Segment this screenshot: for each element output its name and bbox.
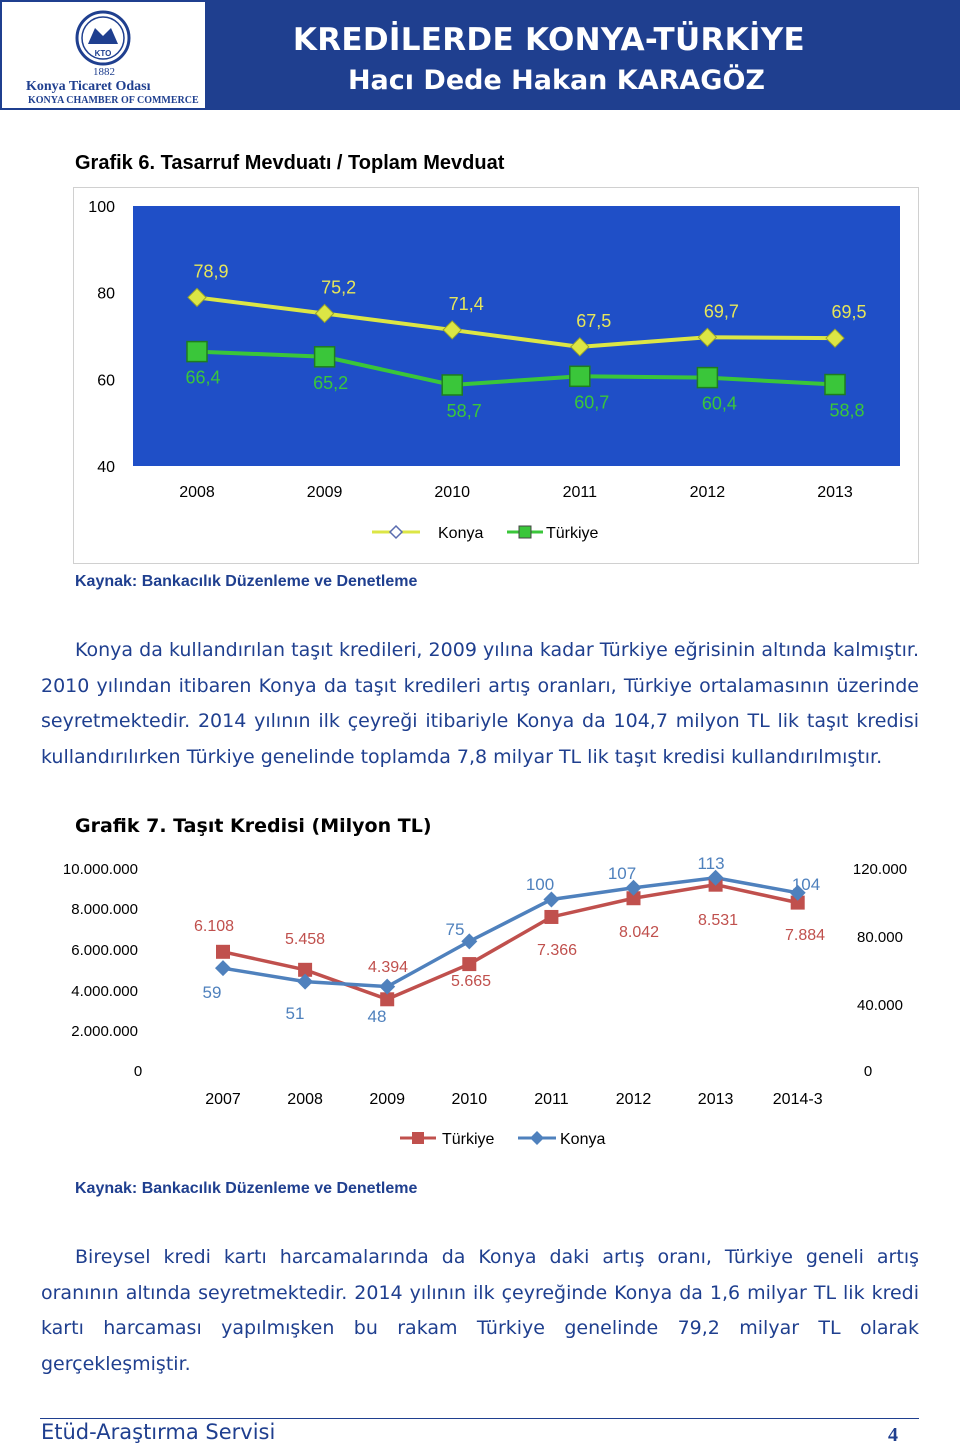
x-tick-label: 2009 xyxy=(306,484,343,501)
y-right-tick-label: 80.000 xyxy=(857,929,903,946)
svg-text:KTO: KTO xyxy=(94,49,112,58)
turkiye-data-label: 5.458 xyxy=(284,931,326,948)
footer-department: Etüd-Araştırma Servisi xyxy=(41,1420,276,1444)
konya-data-label: 107 xyxy=(607,864,637,883)
logo xyxy=(0,0,207,110)
y-right-tick-label: 120.000 xyxy=(852,861,908,878)
title-banner xyxy=(207,0,960,110)
legend-label-konya: Konya xyxy=(438,525,484,542)
konya-data-label: 75,2 xyxy=(321,277,357,298)
konya-data-label: 113 xyxy=(697,854,725,873)
y-left-tick-label: 10.000.000 xyxy=(62,861,138,878)
x-tick-label: 2014-3 xyxy=(772,1091,823,1108)
page-header xyxy=(0,0,960,113)
footer-divider xyxy=(40,1418,919,1419)
turkiye-data-label: 4.394 xyxy=(367,959,409,976)
turkiye-point xyxy=(570,366,590,386)
turkiye-point xyxy=(697,368,717,388)
turkiye-data-label: 60,7 xyxy=(574,392,610,413)
chart7-source: Kaynak: Bankacılık Düzenleme ve Denetleme xyxy=(75,1180,418,1197)
turkiye-point xyxy=(544,910,558,924)
turkiye-point xyxy=(462,957,476,971)
turkiye-data-label: 7.884 xyxy=(784,927,826,944)
chart7 xyxy=(0,840,960,1170)
y-tick-label: 100 xyxy=(88,199,115,216)
paragraph-1-first-line: Konya da kullandırılan taşıt kredileri, 2009 yılına kadar Türkiye eğrisinin altında kalmıştır. xyxy=(75,639,919,661)
turkiye-data-label: 6.108 xyxy=(193,918,235,935)
y-tick-label: 80 xyxy=(97,285,115,303)
legend-marker-turkiye xyxy=(412,1132,424,1144)
konya-data-label: 100 xyxy=(525,875,555,894)
konya-point xyxy=(215,960,231,976)
y-left-tick-label: 0 xyxy=(133,1063,143,1080)
legend-marker-konya xyxy=(390,526,402,538)
turkiye-point xyxy=(315,347,335,367)
y-left-tick-label: 2.000.000 xyxy=(71,1023,138,1040)
page-number: 4 xyxy=(888,1424,898,1446)
y-tick-label: 60 xyxy=(97,372,115,390)
y-left-tick-label: 6.000.000 xyxy=(71,942,138,959)
konya-data-label: 69,7 xyxy=(703,301,739,322)
konya-point xyxy=(379,979,395,995)
legend-marker-konya xyxy=(530,1131,544,1145)
x-tick-label: 2013 xyxy=(817,484,853,501)
y-tick-label: 40 xyxy=(97,459,115,476)
turkiye-data-label: 65,2 xyxy=(313,372,349,393)
x-tick-label: 2010 xyxy=(451,1091,488,1108)
legend-label-turkiye: Türkiye xyxy=(546,525,599,542)
x-tick-label: 2012 xyxy=(689,484,726,501)
document-title: KREDİLERDE KONYA-TÜRKİYE xyxy=(292,22,805,58)
konya-data-label: 71,4 xyxy=(448,293,484,314)
turkiye-data-label: 58,8 xyxy=(829,400,865,421)
x-tick-label: 2013 xyxy=(697,1091,734,1108)
turkiye-point xyxy=(216,945,230,959)
x-tick-label: 2011 xyxy=(562,484,598,501)
turkiye-point xyxy=(442,375,462,395)
y-right-tick-label: 40.000 xyxy=(857,997,903,1014)
konya-data-label: 78,9 xyxy=(193,261,229,282)
x-tick-label: 2009 xyxy=(369,1091,405,1108)
konya-data-label: 67,5 xyxy=(576,310,612,331)
paragraph-vehicle-loans xyxy=(41,633,919,775)
x-tick-label: 2011 xyxy=(534,1091,569,1108)
document-author: Hacı Dede Hakan KARAGÖZ xyxy=(347,65,765,96)
x-tick-label: 2007 xyxy=(205,1091,241,1108)
y-left-tick-label: 4.000.000 xyxy=(71,983,138,1000)
turkiye-data-label: 7.366 xyxy=(536,942,578,959)
turkiye-data-label: 8.042 xyxy=(618,924,660,941)
konya-data-label: 59 xyxy=(202,983,222,1002)
turkiye-point xyxy=(187,342,207,362)
paragraph-2-body: altında seyretmektedir. 2014 yılının ilk çeyreğinde Konya da 1,6 milyar TL lik kredi kartı harcaması yapılmışken bu rakam Türkiye genelinde 79,2 milyar TL olarak gerçekleşmiştir. xyxy=(41,1281,919,1375)
legend-marker-turkiye xyxy=(519,526,531,538)
logo-year: 1882 xyxy=(93,66,115,78)
turkiye-data-label: 58,7 xyxy=(446,400,482,421)
x-tick-label: 2008 xyxy=(287,1091,323,1108)
konya-data-label: 51 xyxy=(285,1004,305,1023)
turkiye-data-label: 8.531 xyxy=(697,912,739,929)
turkiye-data-label: 60,4 xyxy=(701,393,737,414)
chart6-source: Kaynak: Bankacılık Düzenleme ve Denetleme xyxy=(75,573,418,590)
paragraph-2-first-line: Bireysel kredi kartı harcamalarında da Konya daki artış oranı, Türkiye geneli artış oranının xyxy=(41,1246,919,1304)
paragraph-credit-cards xyxy=(41,1240,919,1382)
logo-name: Konya Ticaret Odası xyxy=(26,79,151,94)
turkiye-data-label: 66,4 xyxy=(185,367,221,388)
konya-data-label: 69,5 xyxy=(831,302,867,323)
paragraph-1-body: 2010 yılından itibaren Konya da taşıt kredileri artış oranları, Türkiye ortalamasının üzerinde seyretmektedir. 2014 yılının ilk çeyreği itibariyle Konya da 104,7 milyon TL lik taşıt kredisi kullandırılırken Türkiye genelinde toplamda 7,8 milyar TL lik taşıt kredisi kullandırılmıştır. xyxy=(41,674,919,768)
x-tick-label: 2012 xyxy=(615,1091,652,1108)
x-tick-label: 2008 xyxy=(179,484,215,501)
x-tick-label: 2010 xyxy=(434,484,470,501)
konya-data-label: 104 xyxy=(791,875,821,894)
turkiye-point xyxy=(825,375,845,395)
logo-subtitle: KONYA CHAMBER OF COMMERCE xyxy=(28,95,199,106)
turkiye-data-label: 5.665 xyxy=(450,973,492,990)
chart6 xyxy=(0,180,960,600)
y-left-tick-label: 8.000.000 xyxy=(71,901,138,918)
konya-data-label: 75 xyxy=(445,920,465,939)
konya-data-label: 48 xyxy=(367,1007,387,1026)
y-right-tick-label: 0 xyxy=(863,1063,873,1080)
legend-label-konya: Konya xyxy=(560,1131,606,1148)
legend-label-turkiye: Türkiye xyxy=(442,1131,495,1148)
chart7-caption: Grafik 7. Taşıt Kredisi (Milyon TL) xyxy=(75,815,432,837)
chart6-caption: Grafik 6. Tasarruf Mevduatı / Toplam Mevduat xyxy=(75,152,505,174)
